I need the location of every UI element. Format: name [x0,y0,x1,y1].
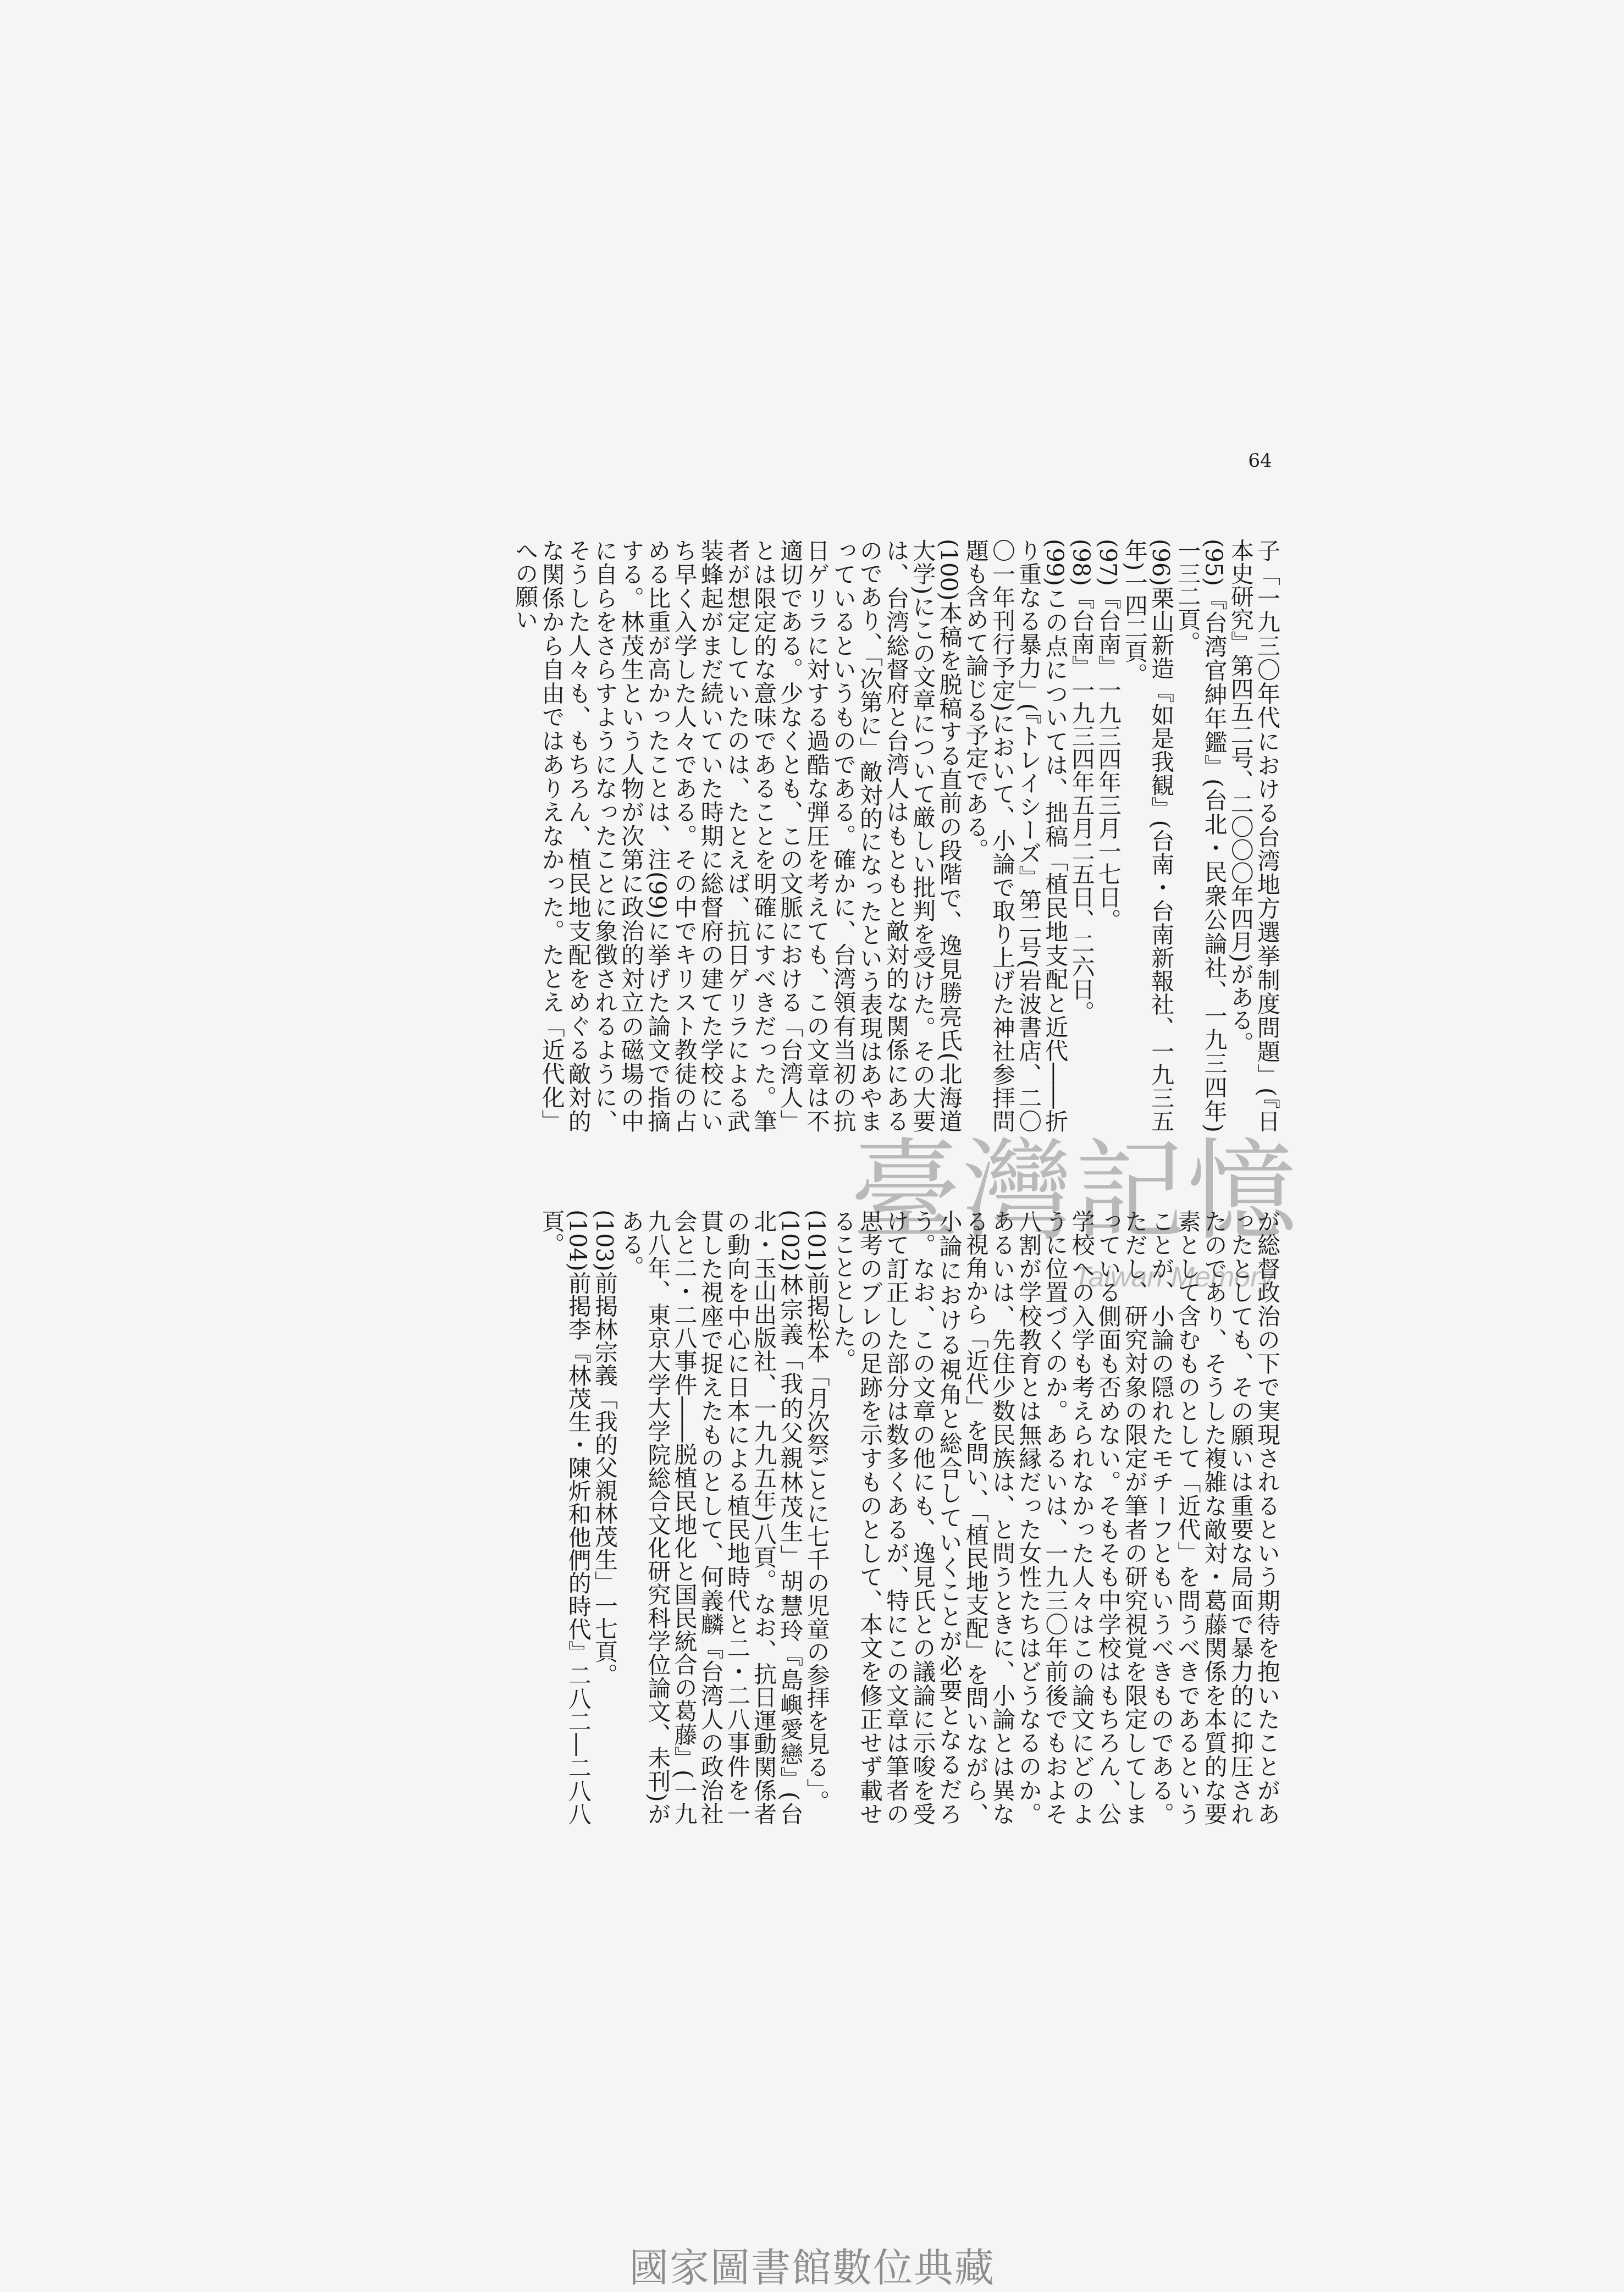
footnote-number: (100) [935,539,963,601]
footnote-103 [591,1209,617,1825]
footnote-101 [803,1209,829,1825]
footnote-100 [511,539,962,1133]
watermark-logo-latin: Taiwan Memory [1073,1261,1274,1293]
footnote-text: 『台湾官紳年鑑』(台北・民衆公論社、一九三四年)一三二頁。 [1174,539,1228,1133]
upper-text-block [380,539,1280,1133]
footnote-text: 『台南』一九三四年五月二五日、二六日。 [1068,586,1095,1024]
footnote-95 [1174,539,1227,1133]
lower-text-block [463,1209,1280,1825]
footnote-96 [1121,539,1174,1133]
footnote-text: 栗山新造『如是我観』(台南・台南新報社、一九三五年)一四二頁。 [1120,539,1175,1133]
footnote-text: 林宗義「我的父親林茂生」胡慧玲『島嶼愛戀』(台北・玉山出版社、一九九五年)八頁。なお、抗日運動関係者の動向を中心に日本による植民地時代と二・二八事件を一貫した視座で捉えたものとして、何義麟『台湾人の政治社会と二・二八事件――脱植民地化と国民統合の葛藤』(一九九八年、東京大学大学院総合文化研究科学位論文、未刊)がある。 [617,1209,804,1825]
footnote-number: (96) [1147,539,1175,586]
footnote-102 [617,1209,803,1825]
footnote-99 [962,539,1068,1133]
footnote-text: 本稿を脱稿する直前の段階で、逸見勝亮氏(北海道大学)にこの文章について厳しい批判を受けた。その大要は、台湾総督府と台湾人はもともと敵対的な関係にあるのであり、「次第に」敵対的になったという表現はあやまっているというものである。確かに、台湾領有当初の抗日ゲリラに対する過酷な弾圧を考えても、この文章は不適切である。少なくとも、この文脈における「台湾人」とは限定的な意味であることを明確にすべきだった。筆者が想定していたのは、たとえば、抗日ゲリラによる武装蜂起がまだ続いていた時期に総督府の建てた学校にいち早く入学した人々である。その中でキリスト教徒の占める比重が高かったことは、注(99)に挙げた論文で指摘する。林茂生という人物が次第に政治的対立の磁場の中に自らをさらすようになったことに象徴されるように、そうした人々も、もちろん、植民地支配をめぐる敵対的な関係から自由ではありえなかった。たとえ「近代化」への願い [511,539,963,1133]
footnote-number: (102) [776,1209,804,1272]
footnote-number: (95) [1200,539,1228,586]
footnote-97 [1095,539,1121,1133]
footnote-number: (97) [1094,539,1122,586]
library-footer-watermark: 國家圖書館數位典藏 [628,2245,995,2291]
watermark-logo-text: 臺灣記憶 [850,1128,1299,1256]
footnote-number: (99) [1041,539,1069,586]
footnote-text: 前掲松本「月次祭ごとに七千の児童の参拝を見る」。 [803,1271,830,1813]
page-number: 64 [1248,450,1272,472]
footnote-number: (101) [803,1209,830,1272]
footnote-number: (104) [564,1209,592,1272]
footnote-number: (98) [1068,539,1095,586]
footnote-number: (103) [590,1209,618,1272]
footnote-98 [1068,539,1094,1133]
continuation-paragraph: 子「一九三〇年代における台湾地方選挙制度問題」(『日本史研究』第四五二号、二〇〇〇年四月)がある。 [1227,539,1280,1133]
footnote-text: 前掲李『林茂生・陳炘和他們的時代』二八二―二八八頁。 [538,1209,592,1825]
footnote-text: 『台南』一九三四年三月一七日。 [1094,586,1122,932]
footnote-text: 前掲林宗義「我的父親林茂生」一七頁。 [590,1271,618,1686]
footnote-104 [538,1209,590,1825]
continuation-paragraph: が総督政治の下で実現されるという期待を抱いたことがあったとしても、その願いは重要な局面で暴力的に抑圧されたのであり、そうした複雑な敵対・葛藤関係を本質的な要素として含むものとして「近代」を問うべきであるということが、小論の隠れたモチーフともいうべきものである。ただし、研究対象の限定が筆者の研究視覚を限定してしまっている側面も否めない。そもそも中学校はもちろん、公学校への入学も考えられなかった人々はこの論文にどのように位置づくのか。あるいは、一九三〇年前後でもおよそ八割が学校教育とは無縁だった女性たちはどうなるのか。あるいは、先住少数民族は、と問うときに、小論とは異なる視角から「近代」を問い、「植民地支配」を問いながら、小論における視角と総合していくことが必要となるだろう。なお、この文章の他にも、逸見氏との議論に示唆を受けて訂正した部分は数多くあるが、特にこの文章は筆者の思考のブレの足跡を示すものとして、本文を修正せず載せることとした。 [829,1209,1280,1825]
footnote-text: この点については、拙稿「植民地支配と近代――折り重なる暴力」(『トレイシーズ』第二号(岩波書店、二〇〇一年刊行予定)において、小論で取り上げた神社参拝問題も含めて論じる予定である。 [962,539,1069,1133]
